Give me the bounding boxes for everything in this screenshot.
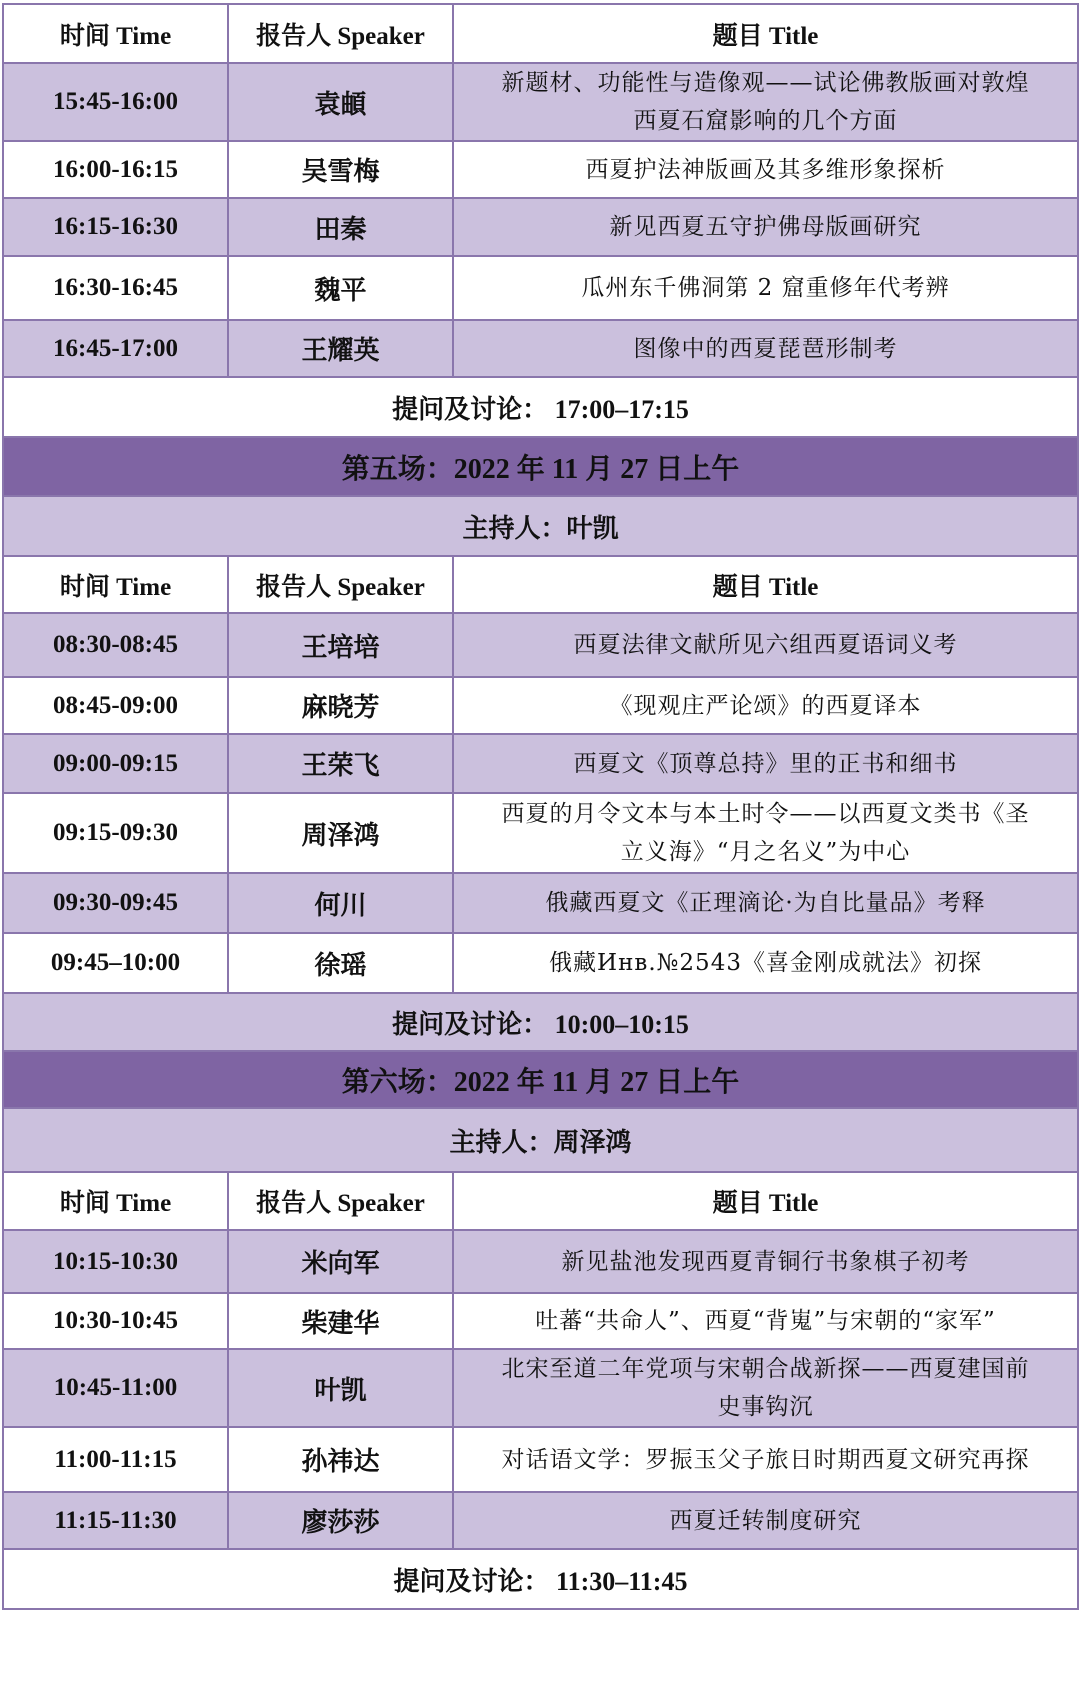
talk-title: 西夏迁转制度研究 — [453, 1492, 1078, 1549]
talk-title: 北宋至道二年党项与宋朝合战新探——西夏建国前 史事钩沉 — [453, 1349, 1078, 1427]
discussion-row — [3, 1549, 1078, 1609]
talk-title: 西夏文《顶尊总持》里的正书和细书 — [453, 734, 1078, 793]
talk-title: 《现观庄严论颂》的西夏译本 — [453, 677, 1078, 734]
talk-speaker: 王耀英 — [228, 320, 453, 377]
talk-time: 09:30-09:45 — [3, 873, 228, 933]
talk-row — [3, 1293, 1078, 1349]
talk-title: 新见盐池发现西夏青铜行书象棋子初考 — [453, 1230, 1078, 1293]
talk-row — [3, 873, 1078, 933]
session-host: 主持人：叶凯 — [3, 496, 1078, 556]
speaker-header: 报告人 Speaker — [228, 556, 453, 613]
talk-title: 俄藏西夏文《正理滴论·为自比量品》考释 — [453, 873, 1078, 933]
talk-speaker: 袁頔 — [228, 63, 453, 141]
talk-time: 16:45-17:00 — [3, 320, 228, 377]
talk-time: 10:15-10:30 — [3, 1230, 228, 1293]
talk-row — [3, 198, 1078, 256]
column-header-row — [3, 556, 1078, 613]
talk-speaker: 周泽鸿 — [228, 793, 453, 873]
speaker-header: 报告人 Speaker — [228, 1172, 453, 1230]
talk-row — [3, 933, 1078, 993]
talk-time: 11:00-11:15 — [3, 1427, 228, 1492]
session-title: 第五场：2022 年 11 月 27 日上午 — [3, 437, 1078, 496]
talk-title: 西夏法律文献所见六组西夏语词义考 — [453, 613, 1078, 677]
talk-title: 新见西夏五守护佛母版画研究 — [453, 198, 1078, 256]
talk-speaker: 王培培 — [228, 613, 453, 677]
talk-speaker: 叶凯 — [228, 1349, 453, 1427]
time-header: 时间 Time — [3, 1172, 228, 1230]
talk-row — [3, 141, 1078, 198]
talk-row — [3, 793, 1078, 873]
talk-title: 吐蕃“共命人”、西夏“背嵬”与宋朝的“家军” — [453, 1293, 1078, 1349]
talk-speaker: 麻晓芳 — [228, 677, 453, 734]
title-header: 题目 Title — [453, 556, 1078, 613]
discussion-time: 提问及讨论： 10:00–10:15 — [3, 993, 1078, 1051]
time-header: 时间 Time — [3, 4, 228, 63]
talk-speaker: 廖莎莎 — [228, 1492, 453, 1549]
talk-speaker: 米向军 — [228, 1230, 453, 1293]
talk-title: 西夏护法神版画及其多维形象探析 — [453, 141, 1078, 198]
talk-time: 16:15-16:30 — [3, 198, 228, 256]
talk-time: 08:45-09:00 — [3, 677, 228, 734]
discussion-row — [3, 377, 1078, 437]
talk-row — [3, 320, 1078, 377]
talk-row — [3, 1427, 1078, 1492]
column-header-row — [3, 1172, 1078, 1230]
talk-time: 10:45-11:00 — [3, 1349, 228, 1427]
talk-time: 11:15-11:30 — [3, 1492, 228, 1549]
talk-row — [3, 613, 1078, 677]
session-header-row — [3, 1051, 1078, 1108]
discussion-row — [3, 993, 1078, 1051]
talk-title: 新题材、功能性与造像观——试论佛教版画对敦煌 西夏石窟影响的几个方面 — [453, 63, 1078, 141]
schedule-table — [2, 3, 1079, 1610]
talk-row — [3, 256, 1078, 320]
host-row — [3, 1108, 1078, 1172]
talk-speaker: 吴雪梅 — [228, 141, 453, 198]
talk-title: 瓜州东千佛洞第 2 窟重修年代考辨 — [453, 256, 1078, 320]
talk-row — [3, 63, 1078, 141]
talk-title: 西夏的月令文本与本土时令——以西夏文类书《圣 立义海》“月之名义”为中心 — [453, 793, 1078, 873]
talk-row — [3, 1349, 1078, 1427]
title-header: 题目 Title — [453, 4, 1078, 63]
talk-time: 09:15-09:30 — [3, 793, 228, 873]
time-header: 时间 Time — [3, 556, 228, 613]
speaker-header: 报告人 Speaker — [228, 4, 453, 63]
talk-speaker: 王荣飞 — [228, 734, 453, 793]
talk-time: 15:45-16:00 — [3, 63, 228, 141]
talk-speaker: 何川 — [228, 873, 453, 933]
session-host: 主持人：周泽鸿 — [3, 1108, 1078, 1172]
session-title: 第六场：2022 年 11 月 27 日上午 — [3, 1051, 1078, 1108]
talk-time: 16:30-16:45 — [3, 256, 228, 320]
talk-speaker: 田秦 — [228, 198, 453, 256]
discussion-time: 提问及讨论： 17:00–17:15 — [3, 377, 1078, 437]
session-header-row — [3, 437, 1078, 496]
talk-time: 09:00-09:15 — [3, 734, 228, 793]
talk-title: 图像中的西夏琵琶形制考 — [453, 320, 1078, 377]
talk-speaker: 魏平 — [228, 256, 453, 320]
talk-time: 16:00-16:15 — [3, 141, 228, 198]
talk-speaker: 孙祎达 — [228, 1427, 453, 1492]
talk-speaker: 徐瑶 — [228, 933, 453, 993]
title-header: 题目 Title — [453, 1172, 1078, 1230]
talk-row — [3, 677, 1078, 734]
talk-time: 10:30-10:45 — [3, 1293, 228, 1349]
discussion-time: 提问及讨论： 11:30–11:45 — [3, 1549, 1078, 1609]
talk-row — [3, 1492, 1078, 1549]
host-row — [3, 496, 1078, 556]
talk-time: 08:30-08:45 — [3, 613, 228, 677]
talk-row — [3, 1230, 1078, 1293]
column-header-row — [3, 4, 1078, 63]
talk-title: 对话语文学：罗振玉父子旅日时期西夏文研究再探 — [453, 1427, 1078, 1492]
talk-title: 俄藏Инв.№2543《喜金刚成就法》初探 — [453, 933, 1078, 993]
talk-time: 09:45–10:00 — [3, 933, 228, 993]
talk-row — [3, 734, 1078, 793]
talk-speaker: 柴建华 — [228, 1293, 453, 1349]
